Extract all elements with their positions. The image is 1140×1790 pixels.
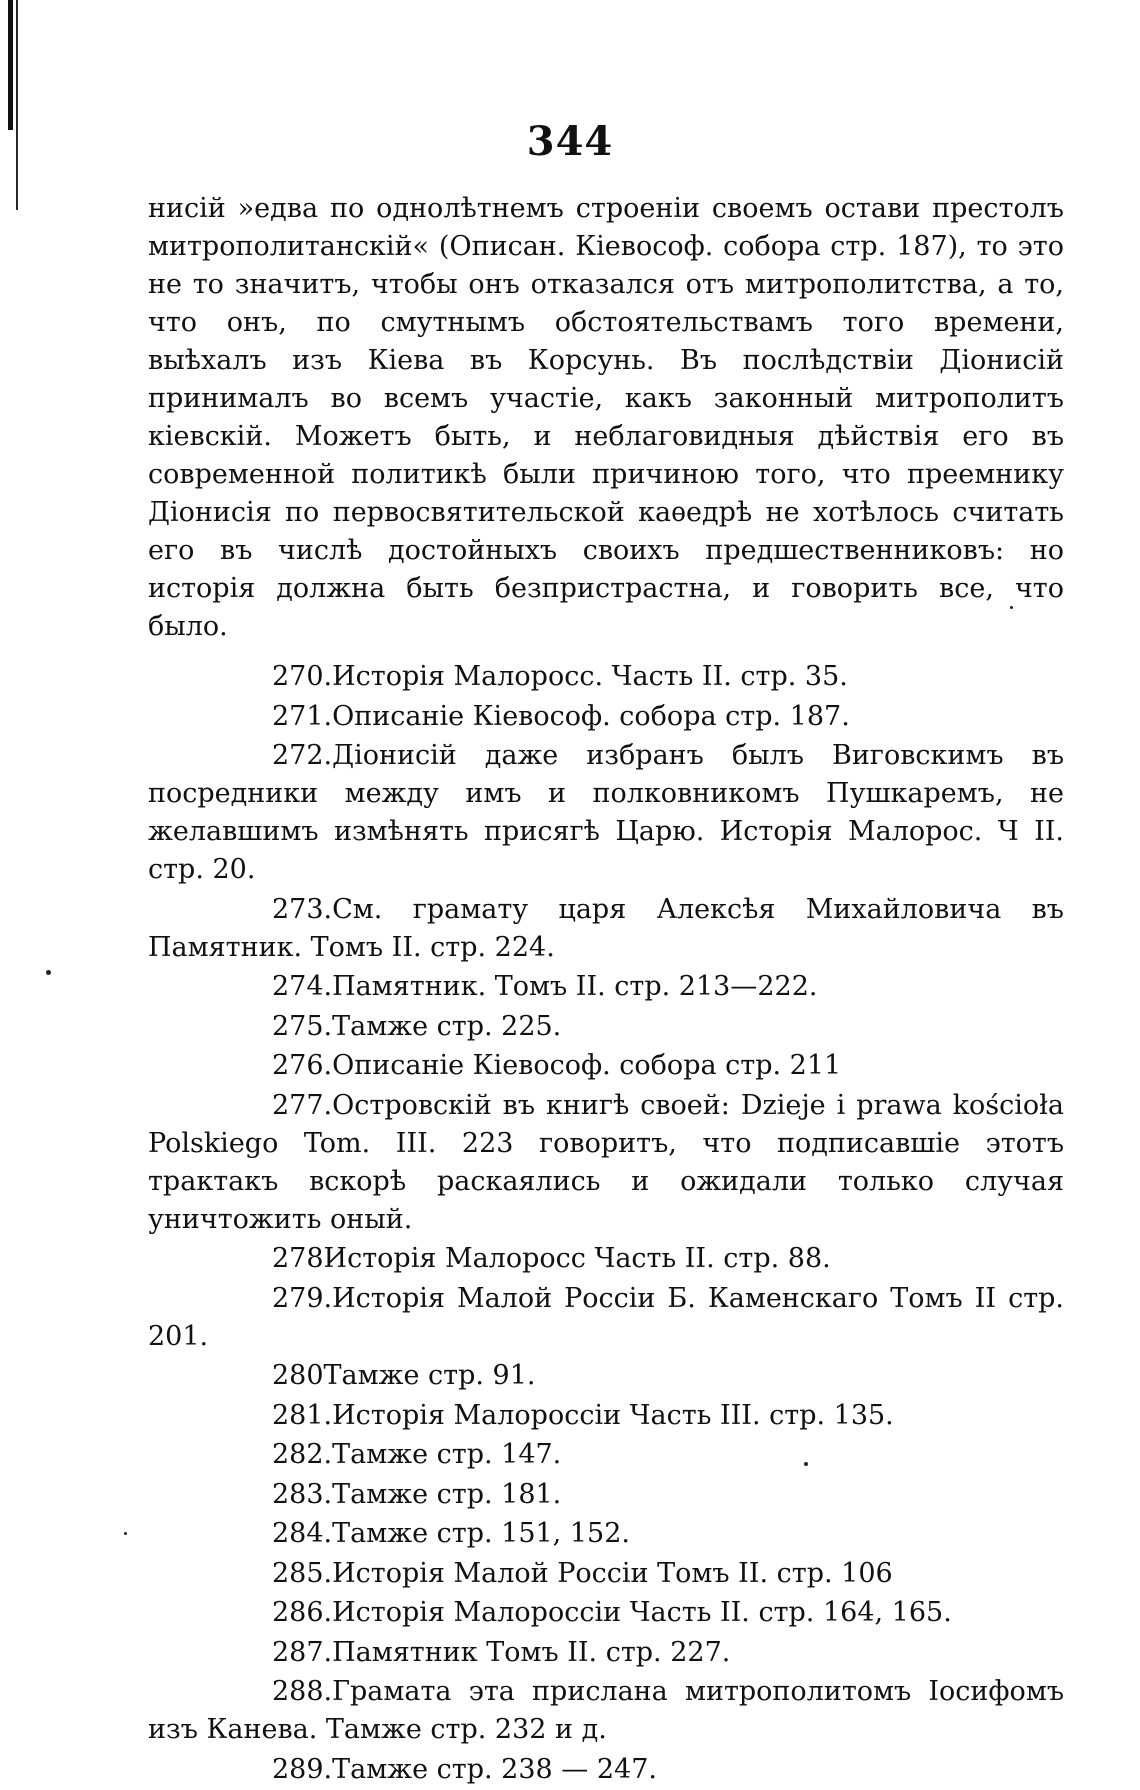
footnote-text: Островскій въ книгѣ своей: Dzieje i prawa kościoła Polskiego Tom. III. 223 говоритъ, что подписавшіе этотъ трактакъ вскорѣ раскаялись и ожидали только случая уничтожить оный. bbox=[148, 1089, 1064, 1235]
footnote-text: Описаніе Кіевософ. собора стр. 187. bbox=[332, 700, 850, 732]
footnote-item bbox=[148, 1751, 1064, 1789]
footnote-number: 288. bbox=[272, 1676, 333, 1707]
footnote-text: Памятник. Томъ II. стр. 213—222. bbox=[332, 971, 818, 1002]
footnote-item bbox=[148, 1397, 1064, 1435]
footnote-number: 279. bbox=[272, 1282, 333, 1314]
footnote-text: Тамже стр. 225. bbox=[332, 1010, 562, 1042]
footnote-item bbox=[148, 1240, 1064, 1278]
footnote-item bbox=[148, 1515, 1064, 1553]
footnote-number: 276. bbox=[272, 1050, 333, 1081]
footnote-text: Грамата эта прислана митрополитомъ Іосифомъ изъ Канева. Тамже стр. 232 и д. bbox=[148, 1676, 1064, 1745]
footnote-number: 272. bbox=[272, 740, 333, 771]
scan-edge-line bbox=[16, 0, 18, 210]
footnote-number: 289. bbox=[272, 1753, 333, 1785]
footnote-number: 274. bbox=[272, 971, 333, 1002]
scan-speck bbox=[804, 1462, 808, 1466]
scan-speck bbox=[1010, 606, 1013, 609]
footnote-number: 287. bbox=[272, 1636, 333, 1668]
footnote-item bbox=[148, 1047, 1064, 1085]
page-number: 344 bbox=[526, 118, 614, 165]
footnote-item bbox=[148, 1280, 1064, 1356]
footnote-text: Тамже стр. 91. bbox=[323, 1360, 536, 1391]
footnote-item bbox=[148, 1476, 1064, 1514]
footnote-text: Діонисій даже избранъ былъ Виговскимъ въ посредники между имъ и полковникомъ Пушкаремъ, не желавшимъ измѣнять присягѣ Царю. Исторія Малорос. Ч II. стр. 20. bbox=[148, 740, 1064, 885]
footnote-text: См. грамату царя Алексѣя Михайловича въ Памятник. Томъ II. стр. 224. bbox=[148, 893, 1064, 963]
body-paragraph: нисій »едва по однолѣтнемъ строеніи своемъ остави престолъ митрополитанскій« (Описан. Кіевософ. собора стр. 187), то это не то значитъ, чтобы онъ отказался отъ митрополитства, а то, что онъ, по смутнымъ обстоятельствамъ того времени, выѣхалъ изъ Кіева въ Корсунь. Въ послѣдствіи Діонисій принималъ во всемъ участіе, какъ законный митрополитъ кіевскій. Можетъ быть, и неблаговидныя дѣйствія его въ современной политикѣ были причиною того, что преемнику Діонисія по первосвятительской каѳедрѣ не хотѣлось считать его въ числѣ достойныхъ своихъ предшественниковъ: но исторія должна быть безпристрастна, и говорить все, что было. bbox=[148, 193, 1064, 642]
footnote-item bbox=[148, 698, 1064, 736]
footnote-number: 281. bbox=[272, 1399, 333, 1431]
page-body bbox=[148, 190, 1064, 1790]
footnote-number: 277. bbox=[272, 1089, 333, 1121]
footnote-item bbox=[148, 1594, 1064, 1632]
footnote-text: Исторія Малоросс Часть II. стр. 88. bbox=[323, 1243, 831, 1274]
footnote-text: Исторія Малой Россіи Томъ II. стр. 106 bbox=[332, 1557, 893, 1589]
footnote-list bbox=[148, 658, 1064, 1789]
footnote-item bbox=[148, 891, 1064, 967]
footnote-item bbox=[148, 1673, 1064, 1749]
footnote-item bbox=[148, 658, 1064, 696]
footnote-number: 286. bbox=[272, 1597, 333, 1628]
footnote-item bbox=[148, 968, 1064, 1006]
footnote-number: 273. bbox=[272, 893, 333, 925]
footnote-item bbox=[148, 737, 1064, 889]
footnote-item bbox=[148, 1008, 1064, 1046]
footnote-text: Исторія Малоросс. Часть II. стр. 35. bbox=[332, 661, 848, 692]
footnote-item bbox=[148, 1634, 1064, 1672]
footnote-number: 278 bbox=[272, 1243, 324, 1274]
footnote-number: 284. bbox=[272, 1518, 333, 1549]
footnote-number: 283. bbox=[272, 1478, 333, 1510]
footnote-text: Памятник Томъ II. стр. 227. bbox=[332, 1636, 731, 1668]
footnote-number: 271. bbox=[272, 700, 333, 732]
footnote-number: 285. bbox=[272, 1557, 333, 1589]
footnote-number: 270. bbox=[272, 661, 333, 692]
footnote-text: Исторія Малороссіи Часть III. стр. 135. bbox=[332, 1399, 894, 1431]
scan-edge-mark bbox=[8, 0, 13, 130]
footnote-number: 282. bbox=[272, 1439, 333, 1470]
footnote-text: Тамже стр. 181. bbox=[332, 1478, 562, 1510]
footnote-text: Исторія Малой Россіи Б. Каменскаго Томъ II стр. 201. bbox=[148, 1282, 1064, 1352]
footnote-number: 280 bbox=[272, 1360, 324, 1391]
footnote-text: Тамже стр. 147. bbox=[332, 1439, 562, 1470]
footnote-text: Описаніе Кіевософ. собора стр. 211 bbox=[332, 1050, 842, 1081]
footnote-text: Тамже стр. 151, 152. bbox=[332, 1518, 630, 1549]
footnote-item bbox=[148, 1087, 1064, 1239]
footnote-item bbox=[148, 1357, 1064, 1395]
footnote-item bbox=[148, 1555, 1064, 1593]
scan-speck bbox=[46, 970, 51, 975]
footnote-text: Тамже стр. 238 — 247. bbox=[332, 1753, 657, 1785]
footnote-item bbox=[148, 1436, 1064, 1474]
footnote-text: Исторія Малороссіи Часть II. стр. 164, 165. bbox=[332, 1597, 952, 1628]
scan-speck bbox=[124, 1532, 127, 1535]
footnote-number: 275. bbox=[272, 1010, 333, 1042]
